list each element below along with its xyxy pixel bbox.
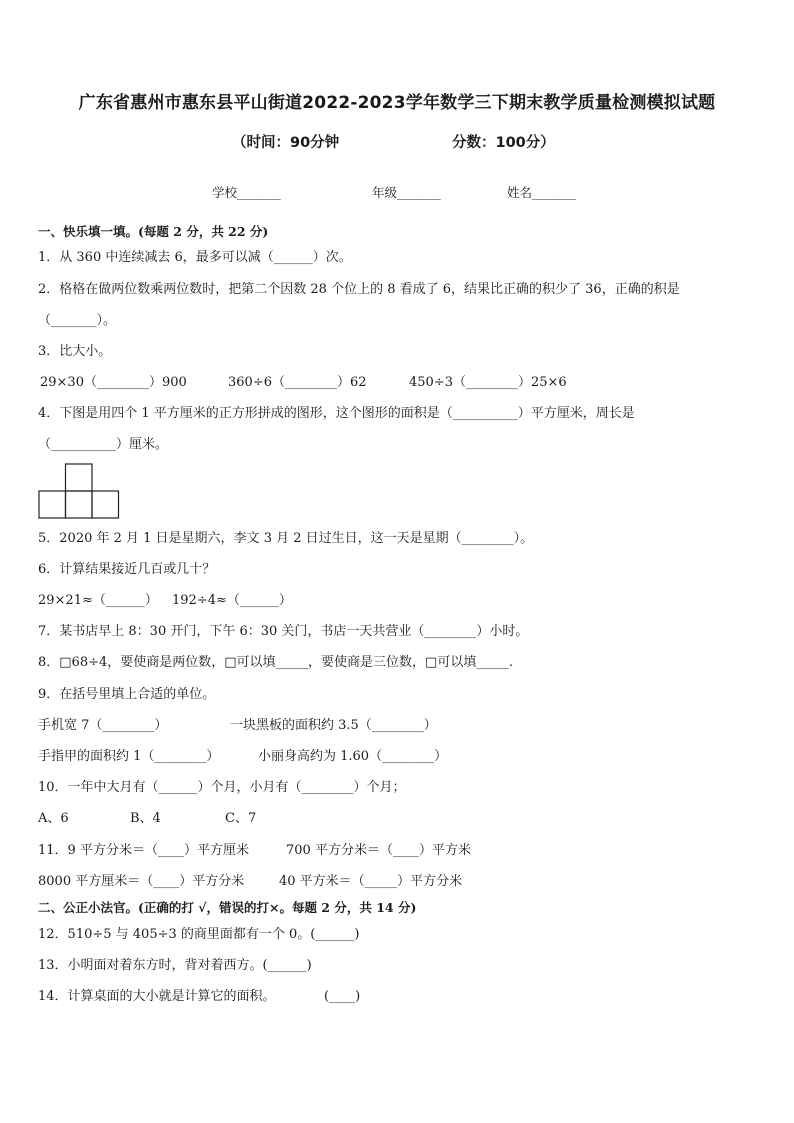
question-10-option-c: C、7 <box>225 811 257 826</box>
question-10-prompt: 10．一年中大月有（______）个月，小月有（________）个月； <box>38 780 406 795</box>
question-11-item: 11．9 平方分米＝（____）平方厘米 <box>38 843 249 858</box>
name-field[interactable]: 姓名_______ <box>507 185 576 200</box>
question-9-item: 一块黑板的面积约 3.5（________） <box>230 718 437 733</box>
exam-title: 广东省惠州市惠东县平山街道2022-2023学年数学三下期末教学质量检测模拟试题 <box>78 93 716 113</box>
question-3-prompt: 3．比大小。 <box>38 344 112 359</box>
question-6-item: 29×21≈（______） <box>38 593 158 608</box>
question-11-item: 8000 平方厘米＝（____）平方分米 <box>38 874 245 889</box>
question-3-item: 450÷3（________）25×6 <box>409 375 567 390</box>
question-5: 5．2020 年 2 月 1 日是星期六，李文 3 月 2 日过生日，这一天是星期（________）。 <box>38 531 534 546</box>
grade-field[interactable]: 年级_______ <box>372 185 441 200</box>
question-7: 7．某书店早上 8：30 开门，下午 6：30 关门，书店一天共营业（________）小时。 <box>38 624 529 639</box>
figure-square-bottom-2 <box>66 491 93 518</box>
question-3-item: 360÷6（________）62 <box>228 375 367 390</box>
question-8: 8．□68÷4，要使商是两位数，□可以填_____，要使商是三位数，□可以填_____. <box>38 655 513 670</box>
question-10-option-a: A、6 <box>38 811 69 826</box>
question-4-line-2: （__________）厘米。 <box>38 437 169 452</box>
section-2-heading: 二、公正小法官。(正确的打 √，错误的打×。每题 2 分，共 14 分) <box>38 900 417 915</box>
question-11-item: 700 平方分米＝（____）平方米 <box>286 843 471 858</box>
question-14-blank: (____) <box>324 989 361 1004</box>
figure-square-top <box>66 464 93 491</box>
figure-square-bottom-1 <box>39 491 66 518</box>
section-1-heading: 一、快乐填一填。(每题 2 分，共 22 分) <box>38 224 269 239</box>
question-1: 1．从 360 中连续减去 6，最多可以减（______）次。 <box>38 250 352 265</box>
question-2-line-1: 2．格格在做两位数乘两位数时，把第二个因数 28 个位上的 8 看成了 6，结果比正确的积少了 36，正确的积是 <box>38 282 680 297</box>
question-13: 13．小明面对着东方时，背对着西方。(______) <box>38 958 312 973</box>
question-11-item: 40 平方米＝（_____）平方分米 <box>279 874 463 889</box>
school-field[interactable]: 学校_______ <box>212 185 281 200</box>
four-square-figure <box>38 463 128 520</box>
figure-square-bottom-3 <box>92 491 119 518</box>
question-9-prompt: 9．在括号里填上合适的单位。 <box>38 687 216 702</box>
question-9-item: 手机宽 7（________） <box>38 718 168 733</box>
question-14: 14．计算桌面的大小就是计算它的面积。 <box>38 989 276 1004</box>
question-9-item: 小丽身高约为 1.60（________） <box>258 749 448 764</box>
question-12: 12．510÷5 与 405÷3 的商里面都有一个 0。(______) <box>38 927 360 942</box>
question-10-option-b: B、4 <box>130 811 161 826</box>
exam-time: （时间：90分钟 <box>232 135 340 151</box>
question-2-line-2: （_______）。 <box>38 313 117 328</box>
question-4-line-1: 4．下图是用四个 1 平方厘米的正方形拼成的图形，这个图形的面积是（__________）平方厘米，周长是 <box>38 406 635 421</box>
exam-score: 分数：100分） <box>452 135 555 151</box>
question-3-item: 29×30（________）900 <box>40 375 187 390</box>
question-6-item: 192÷4≈（______） <box>172 593 292 608</box>
question-9-item: 手指甲的面积约 1（________） <box>38 749 220 764</box>
question-6-prompt: 6．计算结果接近几百或几十？ <box>38 562 216 577</box>
